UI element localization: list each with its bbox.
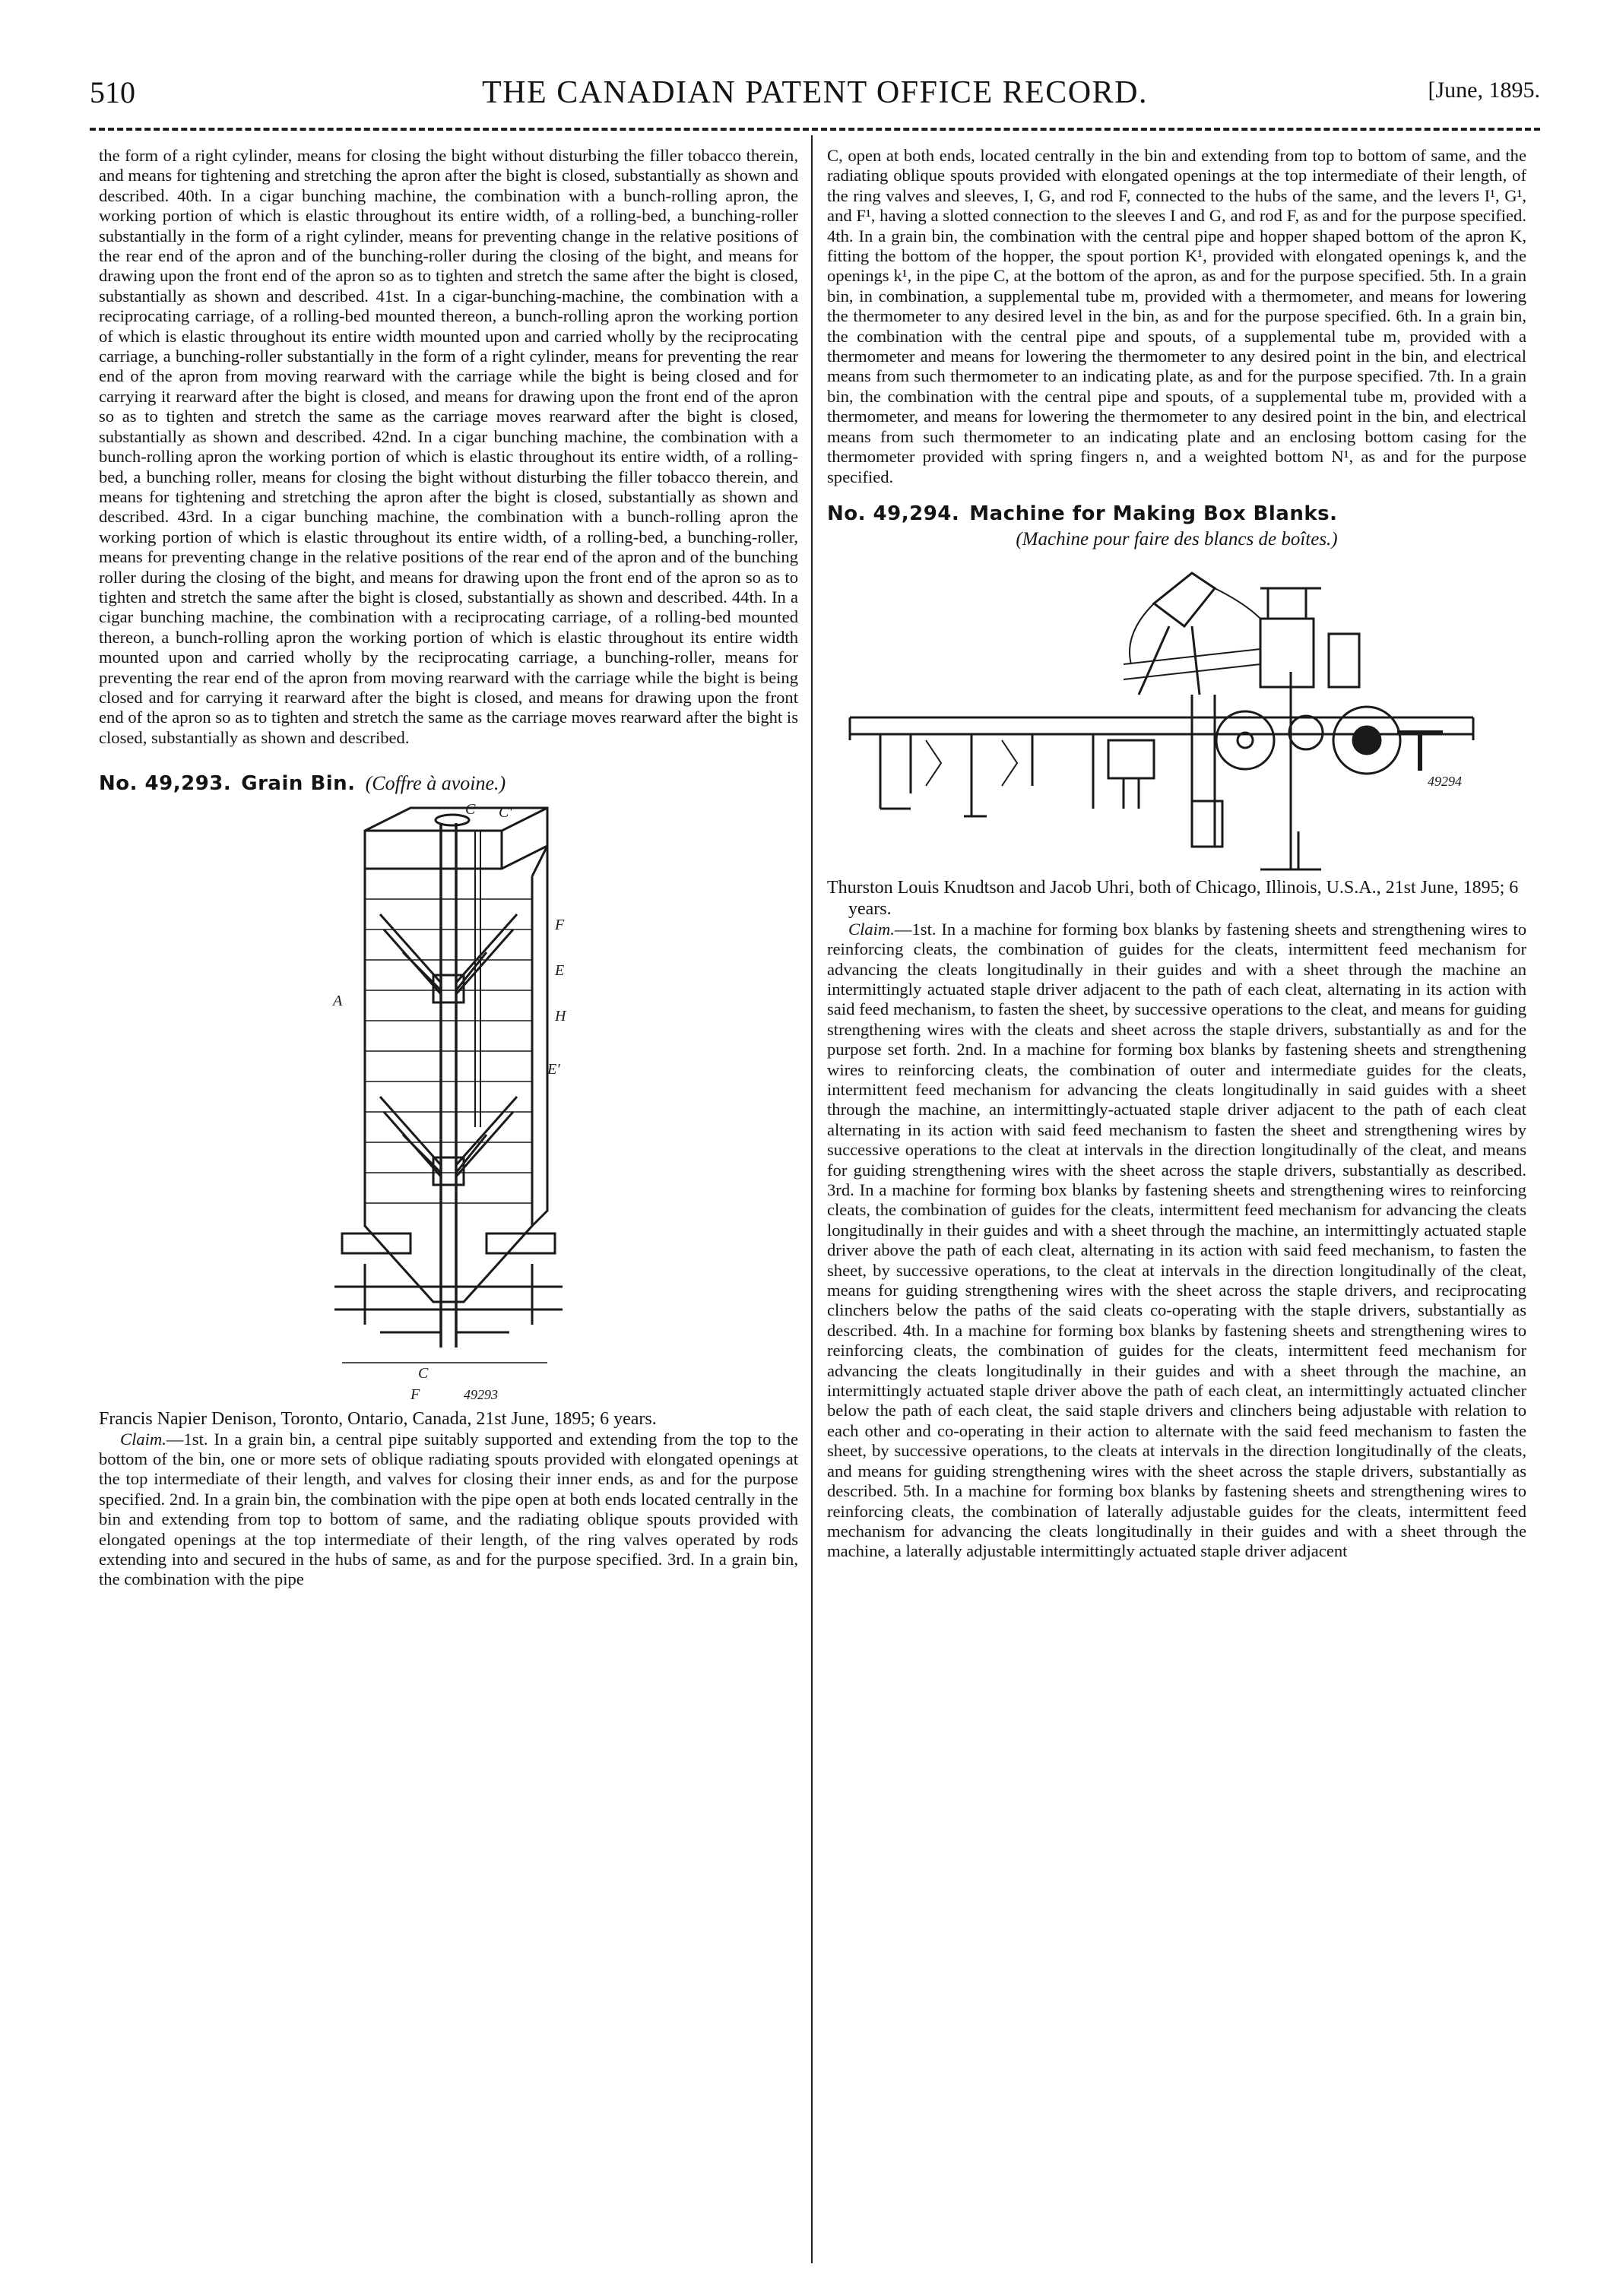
right-column (827, 146, 1526, 1562)
page-number: 510 (90, 75, 135, 109)
grain-bin-figure (319, 800, 578, 1408)
patent-title-french: (Coffre à avoine.) (365, 772, 506, 795)
figure-letter: F (410, 1386, 420, 1403)
claims-paragraph (99, 1430, 798, 1590)
continued-claims-text: the form of a right cylinder, means for closing the bight without disturbing the filler tobacco therein, and means for tightening and stretching the apron after the bight is closed, substantially as shown and described. 40th. In a cigar bunching machine, the combination with a bunch-rolling apron, the working portion of which is elastic throughout its entire width, of a rolling-bed, a bunching-roller substantially in the form of a right cylinder, means for preventing change in the relative positions of the rear end of the apron and of the bunching-roller during the closing of the bight, and means for drawing upon the front end of the apron so as to tighten and stretch the same after the bight is closed, substantially as shown and described. 41st. In a cigar-bunching-machine, the combination with a reciprocating carriage, of a rolling-bed mounted thereon, a bunch-rolling apron the working portion of which is elastic throughout its entire width mounted upon and carried wholly by the reciprocating carriage, a bunching-roller substantially in the form of a right cylinder, means for preventing the rear end of the apron from moving rearward with the carriage while the bight is being closed and for carrying it rearward after the bight is closed, and means for drawing upon the front end of the apron so as to tighten and stretch the same as the carriage moves rearward after the bight is closed, substantially as shown and described. 42nd. In a cigar bunching machine, the combination with a bunch-rolling apron the working portion of which is elastic throughout its entire width, of a rolling-bed, a bunching roller, means for closing the bight without disturbing the filler tobacco therein, and means for tightening and stretching the apron after the bight is closed, substantially as shown and described. 43rd. In a cigar bunching machine, the combination with a bunch-rolling apron the working portion of which is elastic throughout its entire width, of a rolling-bed, a bunching-roller, means for preventing change in the relative positions of the rear end of the apron and of the bunching roller during the closing of the bight, and means for drawing upon the front end of the apron so as to tighten and stretch the same after the bight is closed, substantially as shown and described. 44th. In a cigar bunching machine, the combination with a reciprocating carriage, of a rolling-bed mounted thereon, a bunch-rolling apron the working portion of which is elastic throughout its entire width mounted upon and carried wholly by the reciprocating carriage, a bunching-roller, means for preventing the rear end of the apron from moving rearward with the carriage while the bight is being closed and for carrying it rearward after the bight is closed, and means for drawing upon the front end of the apron so as to tighten and stretch the same as the carriage moves rearward after the bight is closed, substantially as shown and described. (99, 146, 798, 747)
figure-letter: C (418, 1364, 429, 1382)
column-divider (811, 135, 813, 2263)
figure-letter: E (555, 961, 565, 979)
page-header (90, 74, 1540, 120)
figure-letter: C' (499, 803, 512, 821)
figure-letter: H (555, 1007, 566, 1024)
patent-heading-49293 (99, 772, 798, 796)
figure-letter: A (333, 992, 343, 1009)
patent-title: Machine for Making Box Blanks. (969, 502, 1338, 525)
patent-number: No. 49,294. (827, 502, 960, 525)
continued-claims-text: C, open at both ends, located centrally in the bin and extending from top to bottom of same, and the radiating oblique spouts provided with elongated openings at the top intermediate of their length, of the ring valves and sleeves, I, G, and rod F, connected to the hubs of the same, and the levers I¹, G¹, and F¹, having a slotted connection to the sleeves I and G, and rod F, as and for the purpose specified. 4th. In a grain bin, the combination with the central pipe and hopper shaped bottom of the apron K, fitting the bottom of the hopper, the spout portion K¹, provided with elongated openings k, and the openings k¹, in the pipe C, at the bottom of the apron, as and for the purpose specified. 5th. In a grain bin, in combination, a supplemental tube m, provided with a thermometer, and means for lowering the thermometer to any desired level in the bin, as and for the purpose specified. 6th. In a grain bin, the combination with the central pipe and spouts, of a supplemental tube m, provided with a thermometer and means for lowering the thermometer to any desired point in the bin, and electrical means from such thermometer to an indicating plate, as and for the purpose specified. 7th. In a grain bin, the combination with the central pipe and spouts, of a supplemental tube m, provided with a thermometer, and means for lowering the thermometer to any desired point in the bin, and electrical means from such thermometer to an indicating plate and an enclosing bottom casing for the thermometer provided with spring fingers n, and a weighted bottom N¹, as and for the purpose specified. (827, 146, 1526, 486)
patent-title-french: (Machine pour faire des blancs de boîtes.) (1016, 529, 1338, 550)
claims-paragraph (827, 920, 1526, 1562)
issue-date: [June, 1895. (1428, 78, 1540, 103)
figure-number: 49294 (1428, 773, 1462, 789)
figure-letter: E' (547, 1060, 560, 1078)
patent-title: Grain Bin. (241, 772, 356, 796)
claim-label: Claim. (120, 1429, 166, 1449)
claims-text: —1st. In a grain bin, a central pipe suitably supported and extending from the top to the bottom of the bin, one or more sets of oblique radiating spouts provided with elongated openings at the top intermediate of their length, and valves for closing their inner ends, as and for the purpose specified. 2nd. In a grain bin, the combination with the pipe open at both ends located centrally in the bin and extending from top to bottom of same, and the radiating oblique spouts provided with elongated openings at the top intermediate of their length, of the ring valves operated by rods extending into and secured in the hubs of same, as and for the purpose specified. 3rd. In a grain bin, the combination with the pipe (99, 1429, 798, 1589)
inventor-line: Francis Napier Denison, Toronto, Ontario, Canada, 21st June, 1895; 6 years. (99, 1408, 657, 1429)
patent-number: No. 49,293. (99, 772, 232, 796)
claim-label: Claim. (848, 919, 895, 939)
claims-text: —1st. In a machine for forming box blanks by fastening sheets and strengthening wires to reinforcing cleats, the combination of guides for the cleats, intermittent feed mechanism for advancing the cleats longitudinally in their guides and with a sheet through the machine an intermittingly actuated staple driver adjacent to the path of each cleat, alternating in its action with said feed mechanism, to fasten the sheet, by successive operations to the cleat, and means for guiding strengthening wires with the cleats and sheet across the staple drivers, substantially as and for the purpose set forth. 2nd. In a machine for forming box blanks by fastening sheets and strengthening wires to reinforcing cleats, the combination of outer and intermediate guides for the cleats, intermittent feed mechanism for advancing the cleats longitudinally in said guides with a sheet through the machine, an intermittingly-actuated staple driver adjacent to the path of each cleat alternating in its action with said feed mechanism to fasten the sheet and strengthening wires by successive operations to the cleat at intervals in the direction longitudinally of the cleat, and means for guiding strengthening wires with the sheet across the staple drivers, substantially as described. 3rd. In a machine for forming box blanks by fastening sheets and strengthening wires to reinforcing cleats, the combination of guides for the cleats, intermittent feed mechanism for advancing the cleats longitudinally in their guides and with a sheet through the machine, an intermittingly actuated staple driver above the path of each cleat, alternating in its action with said feed mechanism, to fasten the sheet, by successive operations, to the cleat at intervals in the direction longitudinally of the cleat, means for guiding strengthening wires with the sheet across the staple drivers, and reciprocating clinchers below the paths of the said cleats co-operating with the staple drivers, substantially as described. 4th. In a machine for forming box blanks by fastening sheets and strengthening wires to reinforcing cleats, the combination of guides for the cleats, intermittent feed mechanism for advancing the cleats longitudinally in their guides and with a sheet through the machine, an intermittingly actuated staple driver above the path of each cleat, an intermittingly actuated clincher below the path of each cleat, the said staple drivers and clinchers being adjustable with relation to each other and co-operating in their action to alternate with the said feed mechanism to fasten the sheet, by successive operations, to the cleats at intervals in the direction longitudinally of the cleats, and means for guiding strengthening wires with the sheet across the staple drivers, substantially as described. 5th. In a machine for forming box blanks by fastening sheets and strengthening wires to reinforcing cleats, the combination of laterally adjustable guides for the cleats, intermittent feed mechanism for advancing the cleats longitudinally in their guides and with a sheet through the machine, a laterally adjustable intermittingly actuated staple driver adjacent (827, 919, 1526, 1561)
inventor-line: Thurston Louis Knudtson and Jacob Uhri, both of Chicago, Illinois, U.S.A., 21st June, 1895; 6 years. (827, 877, 1519, 919)
figure-letter: F (555, 916, 565, 933)
header-rule (90, 128, 1540, 131)
left-column (99, 146, 798, 1590)
patent-heading-49294 (827, 504, 1526, 524)
figure-number: 49293 (464, 1386, 498, 1402)
figure-letter: C (465, 800, 476, 818)
box-blank-machine-figure (835, 558, 1519, 877)
publication-title: THE CANADIAN PATENT OFFICE RECORD. (482, 75, 1148, 110)
